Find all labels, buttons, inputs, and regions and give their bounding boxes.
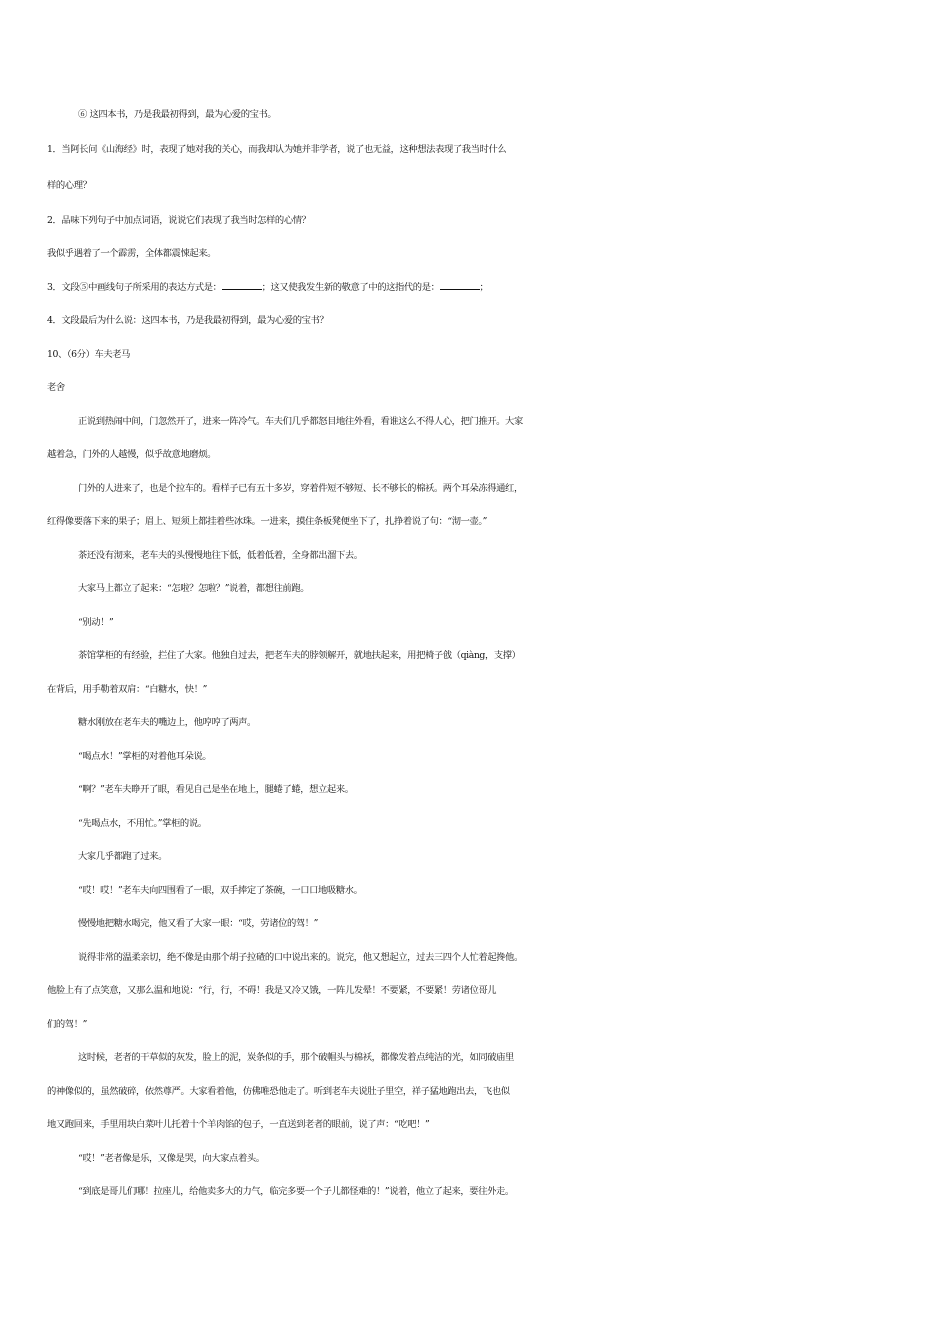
question-2-sentence: 我似乎遇着了一个霹雳，全体都震悚起来。 xyxy=(47,248,217,259)
question-3 xyxy=(47,271,907,305)
paragraph-line: 慢慢地把糖水喝完，他又看了大家一眼：“哎，劳诸位的驾！” xyxy=(78,918,319,929)
paragraph-line: 糖水刚放在老车夫的嘴边上，他哼哼了两声。 xyxy=(78,717,256,728)
answer-blank-1[interactable] xyxy=(222,275,262,290)
question-3-part-a: 3．文段⑤中画线句子所采用的表达方式是： xyxy=(47,281,222,293)
paragraph-line: 红得像要落下来的果子；眉上、短须上都挂着些冰珠。一进来，摸住条板凳便坐下了，扎挣着说了句：“沏一壶。” xyxy=(47,516,488,527)
paragraph-line: “到底是哥儿们哪！拉座儿，给他卖多大的力气，临完多要一个子儿都怪难的！”说着，他立了起来，要往外走。 xyxy=(78,1186,514,1197)
paragraph-line: 大家几乎都跑了过来。 xyxy=(78,851,167,862)
question-3-part-b: ；这又使我发生新的敬意了中的这指代的是： xyxy=(261,281,440,293)
author-name: 老舍 xyxy=(47,382,65,393)
paragraph-line: 越着急，门外的人越慢，似乎故意地磨烦。 xyxy=(47,449,217,460)
paragraph-line: 地又跑回来，手里用块白菜叶儿托着十个羊肉馅的包子，一直送到老者的眼前，说了声：“吃吧！” xyxy=(47,1119,430,1130)
question-1-cont: 样的心理？ xyxy=(47,179,92,191)
paragraph-line: 正说到热闹中间，门忽然开了，进来一阵冷气。车夫们几乎都怒目地往外看，看谁这么不得人心，把门推开。大家 xyxy=(78,415,523,427)
paragraph-line: “先喝点水，不用忙。”掌柜的说。 xyxy=(78,817,207,829)
question-1: 1．当阿长问《山海经》时，表现了她对我的关心，而我却认为她并非学者，说了也无益，这种想法表现了我当时什么 xyxy=(47,143,507,155)
paragraph-line: 茶馆掌柜的有经验，拦住了大家。他独自过去，把老车夫的脖领解开，就地扶起来，用把椅子戗（qiàng，支撑） xyxy=(78,650,521,661)
paragraph-line: 门外的人进来了，也是个拉车的。看样子已有五十多岁，穿着件短不够短、长不够长的棉袄。两个耳朵冻得通红， xyxy=(78,482,523,494)
paragraph-line: 说得非常的温柔亲切，绝不像是由那个胡子拉碴的口中说出来的。说完，他又想起立，过去三四个人忙着起搀他。 xyxy=(78,951,523,963)
answer-blank-2[interactable] xyxy=(440,275,480,290)
question-4: 4．文段最后为什么说：这四本书，乃是我最初得到，最为心爱的宝书？ xyxy=(47,315,329,326)
paragraph-line: 他脸上有了点笑意，又那么温和地说：“行，行，不碍！我是又冷又饿，一阵儿发晕！不要紧，不要紧！劳诸位哥儿 xyxy=(47,985,497,996)
document-page xyxy=(47,98,907,1209)
paragraph-line: 在背后，用手勒着双肩：“白糖水，快！” xyxy=(47,683,207,695)
paragraph-line: 大家马上都立了起来：“怎啦？怎啦？”说着，都想往前跑。 xyxy=(78,583,310,594)
question-3-part-c: ； xyxy=(479,281,489,293)
section-title: 10、（6分）车夫老马 xyxy=(47,348,131,360)
paragraph-line: 们的驾！” xyxy=(47,1018,87,1030)
paragraph-line: “别动！” xyxy=(78,616,114,628)
text-line: ⑥ 这四本书，乃是我最初得到，最为心爱的宝书。 xyxy=(78,109,277,120)
paragraph-line: “喝点水！”掌柜的对着他耳朵说。 xyxy=(78,750,212,762)
paragraph-line: “哎！”老者像是乐，又像是哭，向大家点着头。 xyxy=(78,1152,265,1164)
question-2: 2．品味下列句子中加点词语，说说它们表现了我当时怎样的心情？ xyxy=(47,214,311,226)
paragraph-line: 这时候，老者的干草似的灰发，脸上的泥，炭条似的手，那个破帽头与棉袄，都像发着点纯洁的光，如同破庙里 xyxy=(78,1052,514,1063)
paragraph-line: “啊？”老车夫睁开了眼，看见自己是坐在地上，腿蜷了蜷，想立起来。 xyxy=(78,784,354,795)
paragraph-line: “哎！哎！”老车夫向四围看了一眼，双手捧定了茶碗，一口口地吸糖水。 xyxy=(78,884,363,896)
paragraph-line: 的神像似的，虽然破碎，依然尊严。大家看着他，仿佛唯恐他走了。听到老车夫说肚子里空，祥子猛地跑出去，飞也似 xyxy=(47,1085,510,1097)
paragraph-line: 茶还没有沏来，老车夫的头慢慢地往下低，低着低着，全身都出溜下去。 xyxy=(78,549,363,561)
